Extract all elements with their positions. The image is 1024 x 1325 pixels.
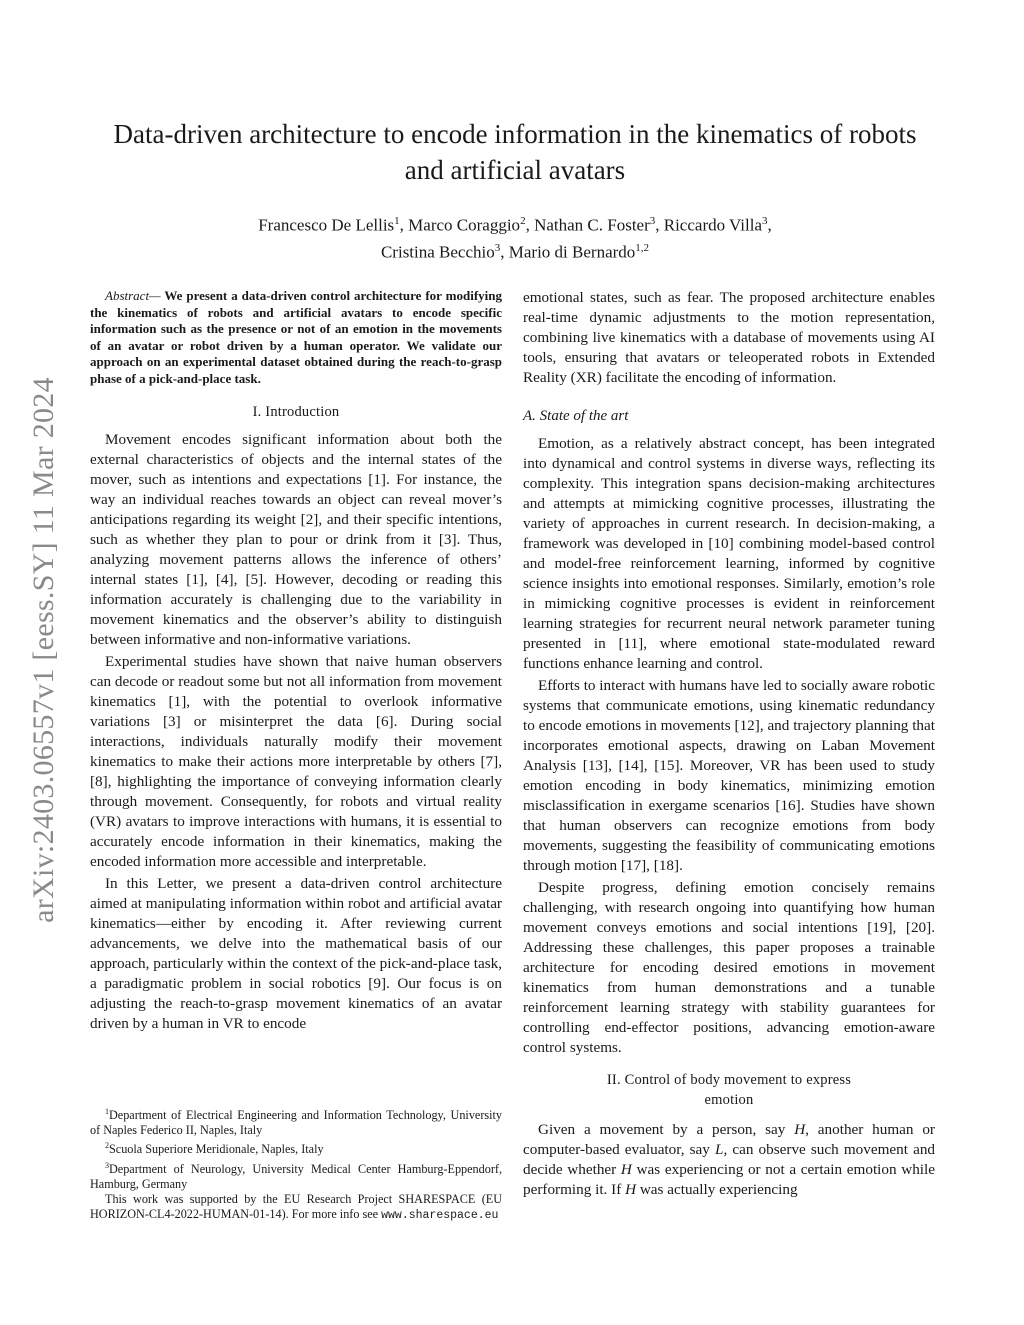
arxiv-identifier-text: arXiv:2403.06557v1 [eess.SY] 11 Mar 2024	[27, 377, 61, 923]
title-line-2: and artificial avatars	[404, 155, 626, 185]
footnote-text: Department of Neurology, University Medical Center Hamburg-Eppendorf, Hamburg, Germany	[90, 1161, 502, 1191]
author-line-2: Cristina Becchio$^3$, Mario di Bernardo$^{1,2}$	[380, 241, 650, 262]
abstract-text: We present a data-driven control architecture for modifying the kinematics of robots and artificial avatars to encode specific information such as the presence or not of an emotion in the movements of an avatar or robot driven by a human operator. We validate our approach on an experimental dataset obtained during the reach-to-grasp phase of a pick-and-place task.	[90, 288, 502, 386]
paragraph: Experimental studies have shown that naive human observers can decode or readout some but not all information from movement kinematics [1], with the potential to overlook informative variations [3] or misinterpret the data [6]. During social interactions, individuals naturally modify their movement kinematics to make their actions more interpretable by others [7], [8], highlighting the importance of conveying information clearly through movement. Consequently, for robots and virtual reality (VR) avatars to improve interactions with humans, it is essential to accurately encode information in their kinematics, making the encoded information more accessible and interpretable.	[90, 652, 502, 870]
section-heading-line: emotion	[704, 1092, 754, 1108]
title-line-1: Data-driven architecture to encode information in the kinematics of robots	[113, 119, 917, 149]
text-run: , another human or computer-based evaluator, say	[523, 1121, 935, 1158]
abstract-label: Abstract—	[105, 288, 161, 303]
author-line-1: Francesco De Lellis$^1$, Marco Coraggio$^2$, Nathan C. Foster$^3$, Riccardo Villa$^3$,	[258, 215, 772, 235]
paragraph: Emotion, as a relatively abstract concept, has been integrated into dynamical and control systems in diverse ways, reflecting its complexity. This integration spans decision-making architectures and attempts at mimicking cognitive processes, illustrating the variety of approaches in current research. In decision-making, a framework was developed in [10] combining model-based control and model-free reinforcement learning, informed by cognitive science insights into emotional responses. Similarly, emotion’s role in mimicking cognitive processes is evident in reinforcement learning strategies for recurrent neural network parameter tuning presented in [11], where emotional state-modulated reward functions enhance learning and control.	[523, 435, 935, 672]
footnote-marker: 3	[105, 1160, 109, 1170]
text-run: was actually experiencing	[636, 1181, 798, 1198]
affiliation-marker: 3	[762, 215, 768, 227]
author-name: Marco Coraggio	[408, 215, 521, 235]
section-heading-control	[523, 1070, 935, 1110]
math-symbol: H	[794, 1121, 806, 1138]
math-symbol: H	[620, 1161, 632, 1178]
math-symbol: L	[714, 1141, 724, 1158]
author-name: Cristina Becchio	[380, 242, 495, 262]
text-run: , can observe such movement and decide whether	[523, 1141, 936, 1178]
paragraph-continuation: emotional states, such as fear. The proposed architecture enables real-time dynamic adjustments to the motion representation, combining live kinematics with a database of movements using AI tools, ensuring that avatars or teleoperated robots in Extended Reality (XR) facilitate the encoding of information.	[523, 289, 935, 386]
footnotes	[90, 1104, 502, 1224]
abstract	[90, 288, 502, 388]
footnote-text: This work was supported by the EU Research Project SHARESPACE (EU HORIZON-CL4-2022-HUMAN-01-14). For more info see	[90, 1192, 502, 1222]
author-name: Francesco De Lellis	[258, 215, 395, 235]
footnote	[90, 1158, 502, 1192]
footnote-url: www.sharespace.eu	[381, 1209, 499, 1223]
left-column	[90, 288, 502, 1034]
paragraph: Efforts to interact with humans have led to socially aware robotic systems that communicate emotions, using kinematic redundancy to encode emotions in movements [12], and trajectory planning that incorporates emotional aspects, drawing on Laban Movement Analysis [13], [14], [15]. Moreover, VR has been used to study emotion encoding in body kinematics, minimizing emotion misclassification in exergame scenarios [16]. Studies have shown that human observers can recognize emotions from body movements, suggesting the feasibility of communicating emotions through motion [17], [18].	[523, 677, 936, 874]
paper-title	[95, 116, 935, 188]
author-name: Riccardo Villa	[663, 215, 763, 235]
text-run: Given a movement by a person, say	[538, 1121, 795, 1138]
paragraph: In this Letter, we present a data-driven control architecture aimed at manipulating information within robot and artificial avatar kinematics—either by encoding it. After reviewing current advancements, we delve into the mathematical basis of our approach, particularly within the context of the pick-and-place task, a paradigmatic problem in social robotics [9]. Our focus is on adjusting the reach-to-grasp movement kinematics of an avatar driven by a human in VR to encode	[90, 874, 502, 1032]
arxiv-identifier-stamp	[14, 340, 74, 960]
paragraph	[523, 1120, 935, 1200]
affiliation-marker: 1	[394, 215, 400, 227]
footnote-marker: 1	[105, 1107, 109, 1116]
section-heading-line: II. Control of body movement to express	[606, 1072, 852, 1088]
right-column	[523, 288, 935, 1200]
author-name: Mario di Bernardo	[508, 242, 636, 262]
footnote	[90, 1138, 502, 1157]
footnote-text: Department of Electrical Engineering and Information Technology, University of Naples Federico II, Naples, Italy	[90, 1108, 502, 1138]
affiliation-marker: 1,2	[635, 241, 650, 254]
footnote	[90, 1192, 502, 1223]
footnote-marker: 2	[105, 1141, 109, 1151]
affiliation-marker: 3	[649, 215, 656, 227]
author-name: Nathan C. Foster	[534, 215, 650, 235]
subsection-heading-state-of-the-art: A. State of the art	[523, 408, 629, 424]
section-heading-introduction: I. Introduction	[252, 403, 340, 420]
author-list	[140, 210, 890, 263]
paragraph: Despite progress, defining emotion concisely remains challenging, with research ongoing into quantifying how human movement conveys emotions and social intentions [19], [20]. Addressing these challenges, this paper proposes a trainable architecture for encoding desired emotions in movement kinematics from human demonstrations and a tunable reinforcement learning strategy with stability guarantees for controlling end-effector positions, advancing emotion-aware control systems.	[523, 879, 935, 1056]
affiliation-marker: 3	[494, 241, 501, 254]
affiliation-marker: 2	[520, 215, 526, 227]
footnote	[90, 1104, 502, 1138]
paragraph: Movement encodes significant information about both the external characteristics of objects and the internal states of the mover, such as intentions and expectations [1]. For instance, the way an individual reaches towards an object can reveal mover’s anticipations regarding its weight [2], and their specific intentions, such as whether they plan to pour or drink from it [3]. Thus, analyzing movement patterns allows the inference of others’ internal states [1], [4], [5]. However, decoding or reading this information accurately is challenging due to the variability in movement kinematics and the observer’s ability to distinguish between informative and non-informative variations.	[90, 430, 502, 648]
footnote-text: Scuola Superiore Meridionale, Naples, Italy	[109, 1142, 324, 1157]
math-symbol: H	[625, 1181, 637, 1198]
text-run: was experiencing or not a certain emotion while performing it. If	[523, 1161, 935, 1198]
